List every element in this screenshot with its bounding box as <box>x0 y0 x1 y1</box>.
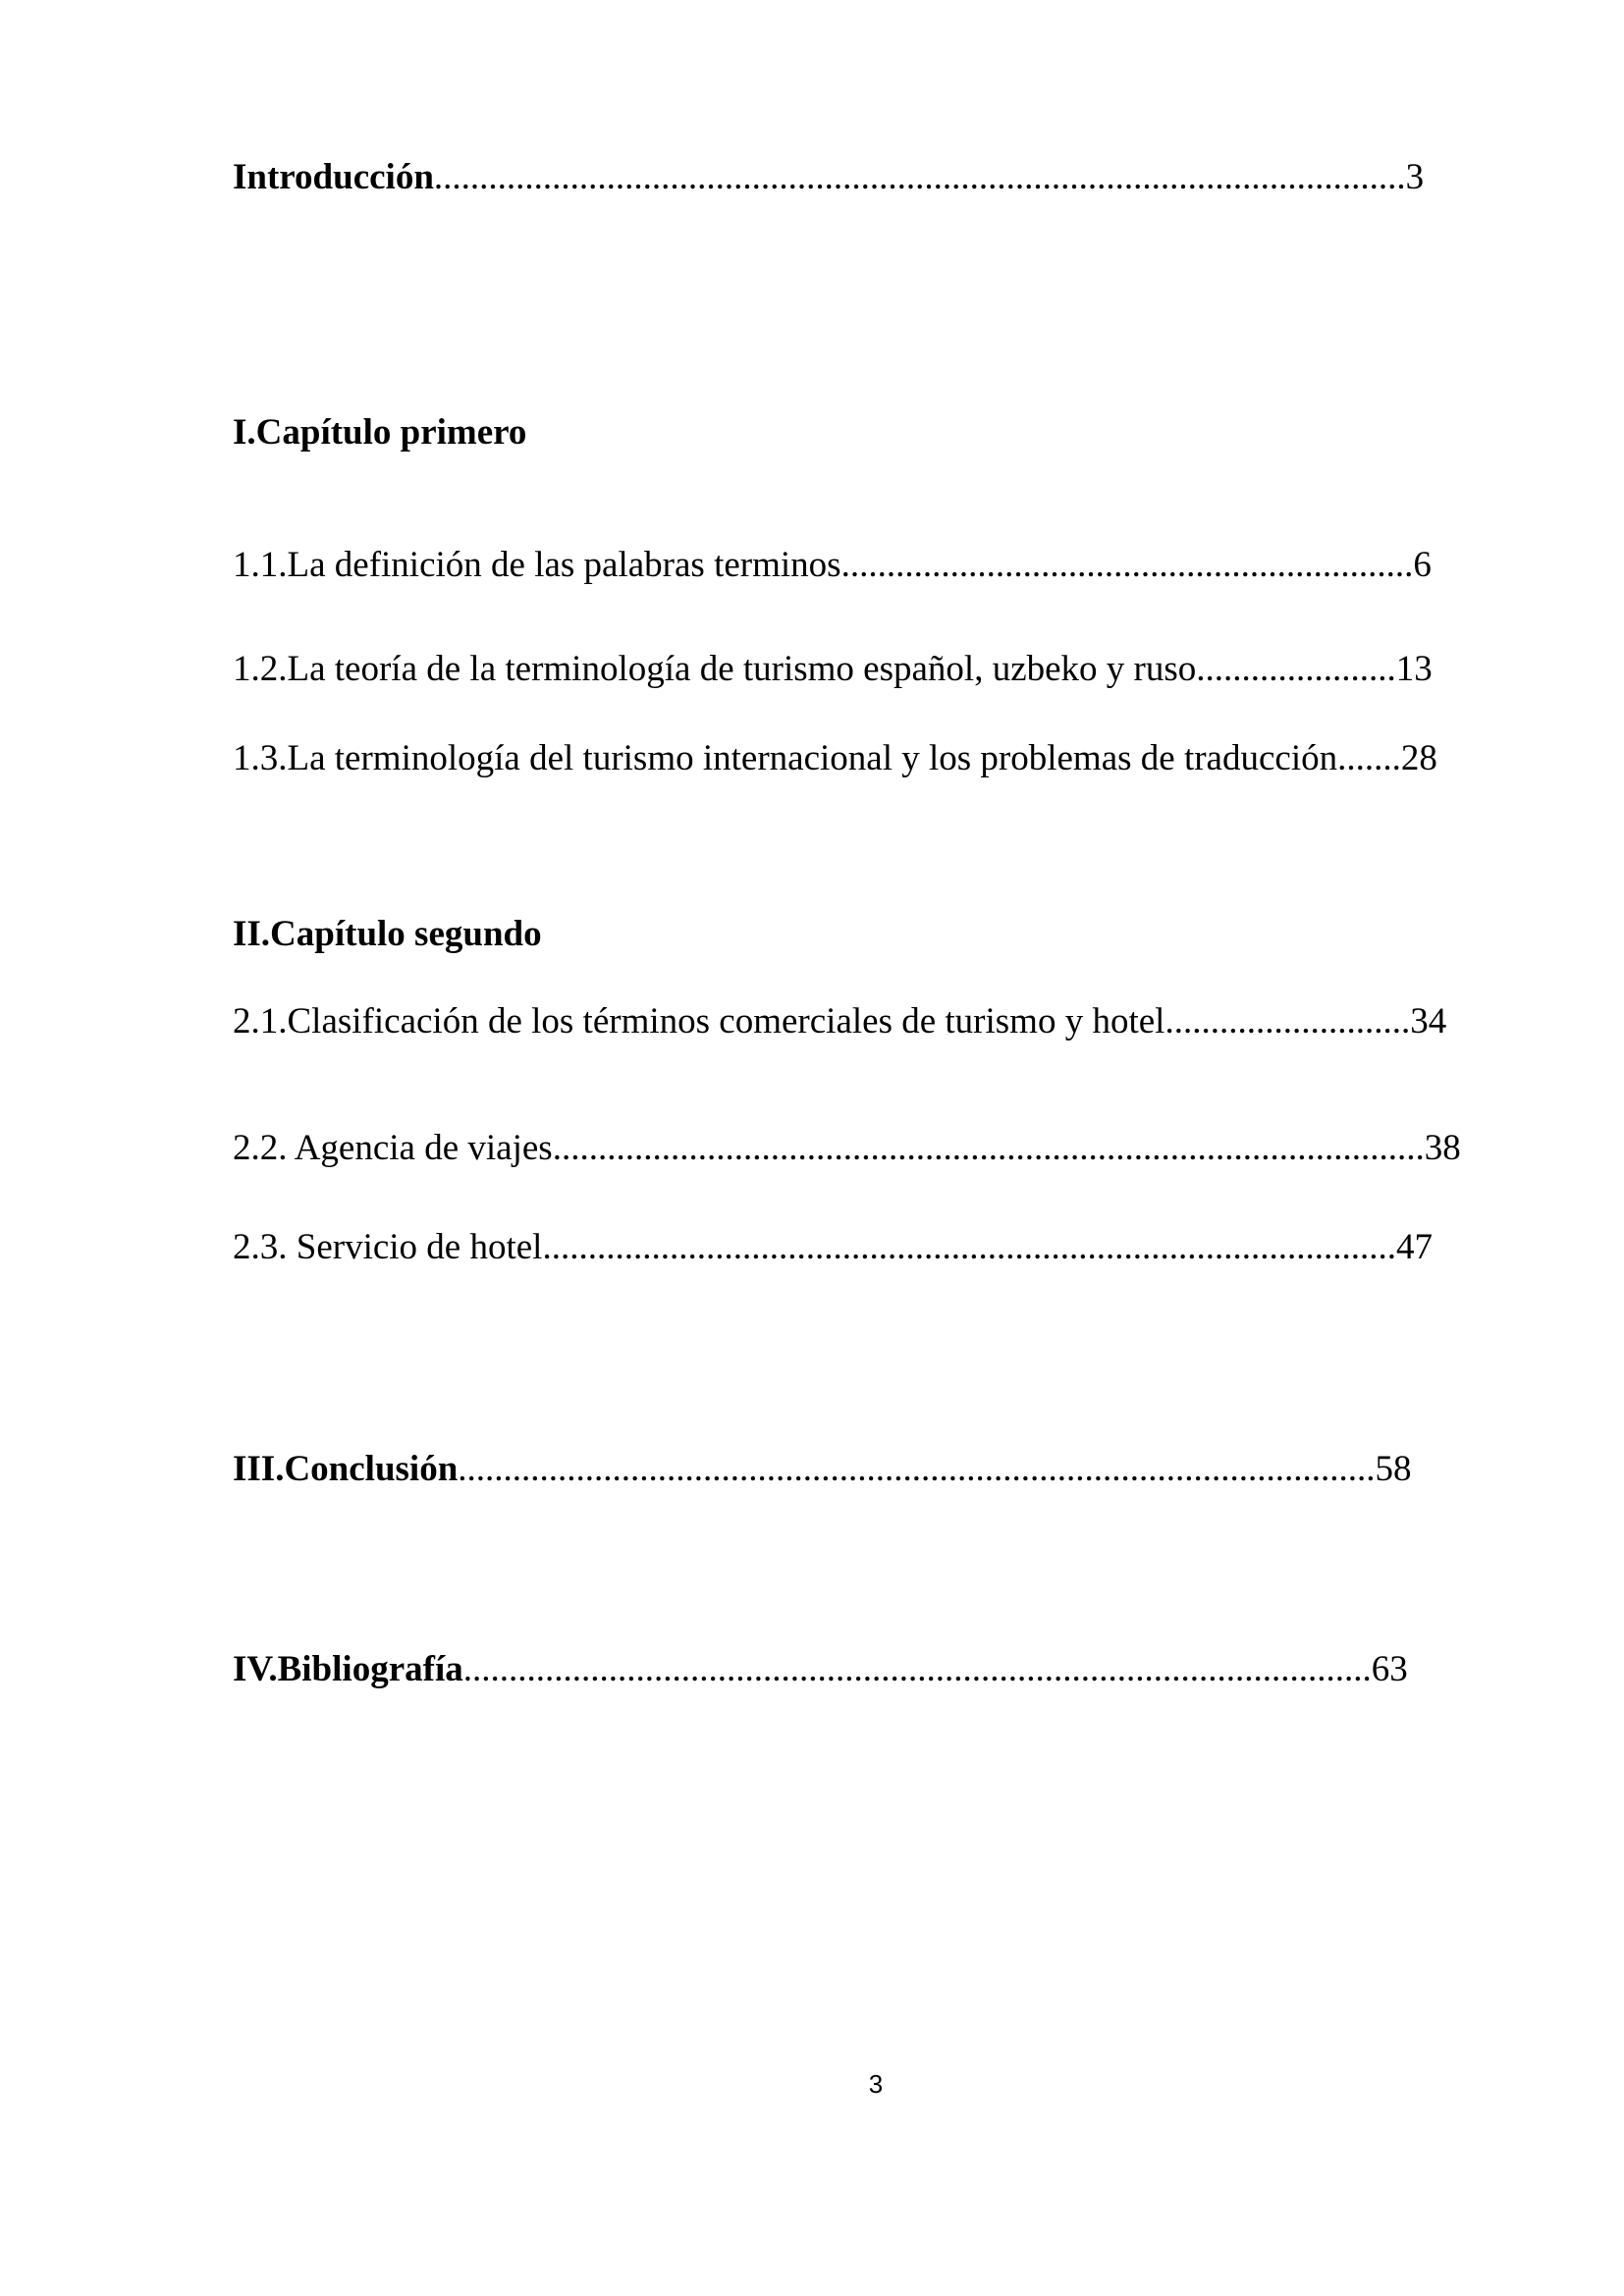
toc-entry-2-3 <box>233 1225 1433 1270</box>
toc-entry-title: 1.2.La teoría de la terminología de turismo español, uzbeko y ruso <box>233 649 1197 689</box>
toc-leader-dots: ...................... <box>1196 649 1396 689</box>
toc-page-number: 3 <box>1405 157 1425 197</box>
toc-leader-dots: ........................................................................................................... <box>433 157 1406 197</box>
chapter-heading-2: II.Capítulo segundo <box>233 914 542 954</box>
toc-leader-dots: ............................................................... <box>840 545 1414 585</box>
toc-entry-title: Introducción <box>233 157 434 197</box>
footer-page-number: 3 <box>868 2069 884 2099</box>
toc-leader-dots: ....... <box>1337 738 1401 778</box>
toc-leader-dots: .................................................................................................... <box>462 1649 1372 1689</box>
toc-page-number: 38 <box>1424 1128 1461 1168</box>
toc-entry-title: 2.2. Agencia de viajes <box>233 1128 553 1168</box>
toc-entry-bibliography <box>233 1647 1408 1692</box>
toc-entry-2-1 <box>233 999 1446 1044</box>
toc-page-number: 63 <box>1371 1649 1408 1689</box>
chapter-heading-1: I.Capítulo primero <box>233 412 527 453</box>
toc-page-number: 47 <box>1395 1227 1433 1267</box>
toc-leader-dots: .............................................................................................. <box>542 1227 1396 1267</box>
toc-entry-1-2 <box>233 647 1433 692</box>
toc-entry-title: IV.Bibliografía <box>233 1649 463 1689</box>
toc-entry-2-2 <box>233 1126 1461 1171</box>
toc-page-number: 6 <box>1413 545 1432 585</box>
toc-entry-title: 1.3.La terminología del turismo internacional y los problemas de traducción <box>233 738 1338 778</box>
toc-entry-title: 1.1.La definición de las palabras terminos <box>233 545 841 585</box>
toc-entry-1-1 <box>233 543 1432 588</box>
toc-page-number: 13 <box>1395 649 1433 689</box>
toc-entry-introduction <box>233 155 1424 200</box>
toc-entry-1-3 <box>233 736 1437 781</box>
toc-entry-title: III.Conclusión <box>233 1449 459 1489</box>
toc-leader-dots: ................................................................................................ <box>552 1128 1425 1168</box>
toc-page-number: 28 <box>1400 738 1437 778</box>
toc-entry-conclusion <box>233 1447 1412 1492</box>
toc-leader-dots: ........................... <box>1164 1001 1411 1041</box>
toc-leader-dots: ..................................................................................................... <box>458 1449 1376 1489</box>
toc-page-number: 58 <box>1375 1449 1412 1489</box>
toc-page-number: 34 <box>1410 1001 1447 1041</box>
toc-entry-title: 2.3. Servicio de hotel <box>233 1227 543 1267</box>
toc-entry-title: 2.1.Clasificación de los términos comerciales de turismo y hotel <box>233 1001 1165 1041</box>
